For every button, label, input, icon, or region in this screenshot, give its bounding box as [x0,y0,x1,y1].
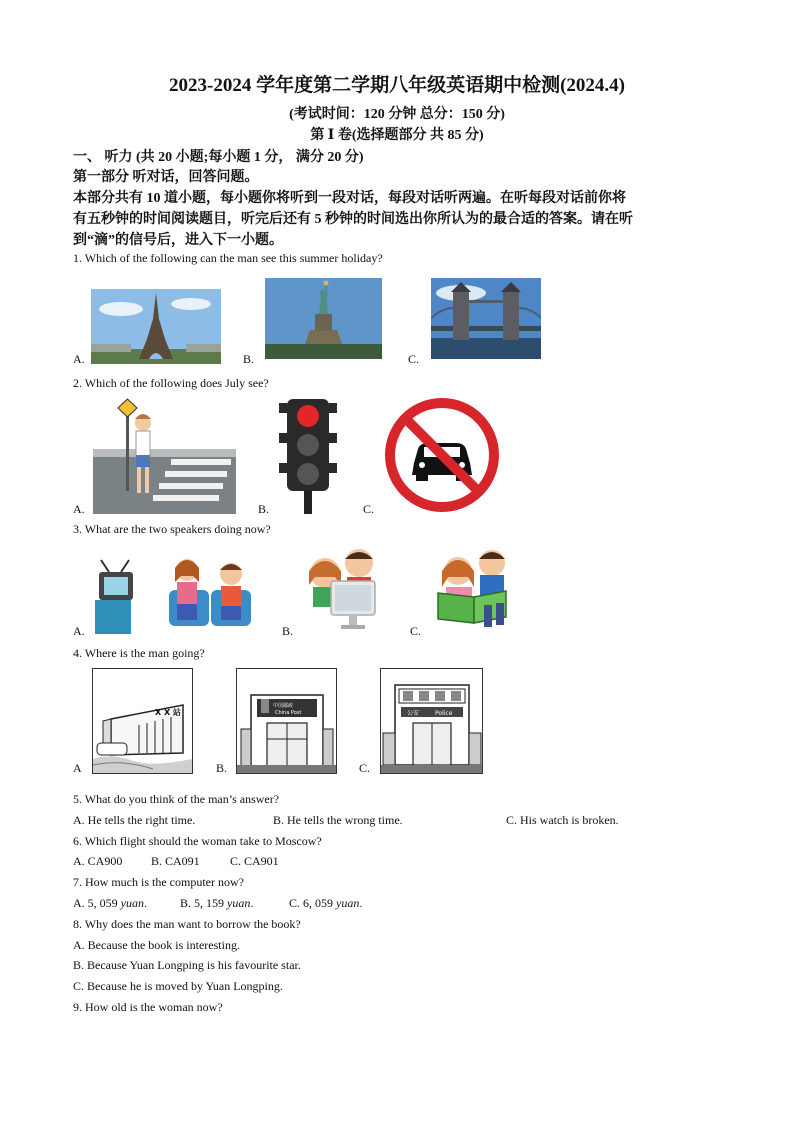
option-label: A. [73,624,85,638]
instruction-line: 有五秒钟的时间阅读题目，听完后还有 5 秒钟的时间选出你所认为的最合适的答案。请在听 [73,212,633,227]
eiffel-tower-icon [91,289,221,364]
option-a-unit: yuan [120,896,144,910]
option-a: A. Because the book is interesting. [73,938,240,952]
option-label: B. [258,502,270,516]
option-label: B. [243,352,255,366]
question-9: 9. How old is the woman now? [73,1000,223,1014]
option-b: B. CA091 [151,854,200,868]
option-label: C. [363,502,375,516]
watching-tv-icon [91,550,259,636]
option-c-unit: yuan [336,896,360,910]
option-b: B. Because Yuan Longping is his favourite star. [73,958,301,972]
question-5: 5. What do you think of the man’s answer? [73,792,280,806]
option-a-end: . [144,896,147,910]
option-b-unit: yuan [227,896,251,910]
option-label: C. [408,352,420,366]
no-cars-sign-icon [384,397,500,513]
option-c: C. His watch is broken. [506,813,619,827]
option-label: A. [73,352,85,366]
option-b-end: . [250,896,254,910]
post-office-sign-en: China Post [275,710,302,716]
question-8: 8. Why does the man want to borrow the book? [73,917,301,931]
option-b: B. He tells the wrong time. [273,813,403,827]
tower-bridge-icon [431,278,541,359]
question-4: 4. Where is the man going? [73,646,205,660]
option-b-amount: B. 5, 159 [180,896,228,910]
station-sign: X X 站 [155,708,181,717]
option-a: A. He tells the right time. [73,813,196,827]
volume-heading: 第 Ⅰ 卷(选择题部分 共 85 分) [310,128,484,143]
exam-title: 2023-2024 学年度第二学期八年级英语期中检测(2024.4) [169,75,625,96]
train-station-icon [92,668,193,774]
option-a: A. CA900 [73,854,123,868]
traffic-light-icon [277,397,339,514]
part-heading: 第一部分 听对话，回答问题。 [73,170,259,185]
option-label: B. [216,761,228,775]
post-office-sign-cn: 中国邮政 [273,703,294,709]
question-7: 7. How much is the computer now? [73,875,244,889]
option-label: C. [359,761,371,775]
option-a-amount: A. 5, 059 [73,896,121,910]
section-heading: 一、 听力 (共 20 小题;每小题 1 分， 满分 20 分) [73,150,364,165]
post-office-icon [236,668,337,774]
option-c: C. Because he is moved by Yuan Longping. [73,979,283,993]
option-c-amount: C. 6, 059 [289,896,337,910]
option-c: C. CA901 [230,854,279,868]
instruction-line: 本部分共有 10 道小题，每小题你将听到一段对话，每段对话听两遍。在听每段对话前你将 [73,191,626,206]
statue-of-liberty-icon [265,278,382,359]
police-station-icon [380,668,483,774]
option-c [289,896,362,911]
option-c-end: . [359,896,363,910]
police-sign-cn: 公安 [407,710,420,717]
question-1: 1. Which of the following can the man see this summer holiday? [73,251,383,265]
police-sign-en: Police [435,710,453,717]
question-3: 3. What are the two speakers doing now? [73,522,271,536]
exam-info: (考试时间：120 分钟 总分：150 分) [289,107,505,122]
option-label: C. [410,624,422,638]
question-6: 6. Which flight should the woman take to Moscow? [73,834,322,848]
using-computer-icon [303,545,383,633]
instruction-line: 到“滴”的信号后，进入下一小题。 [73,233,283,248]
option-label: A [73,761,82,775]
option-b [180,896,253,911]
option-label: B. [282,624,294,638]
option-label: A. [73,502,85,516]
crosswalk-icon [93,397,236,514]
option-a [73,896,147,911]
reading-book-icon [434,545,516,635]
question-2: 2. Which of the following does July see? [73,376,269,390]
